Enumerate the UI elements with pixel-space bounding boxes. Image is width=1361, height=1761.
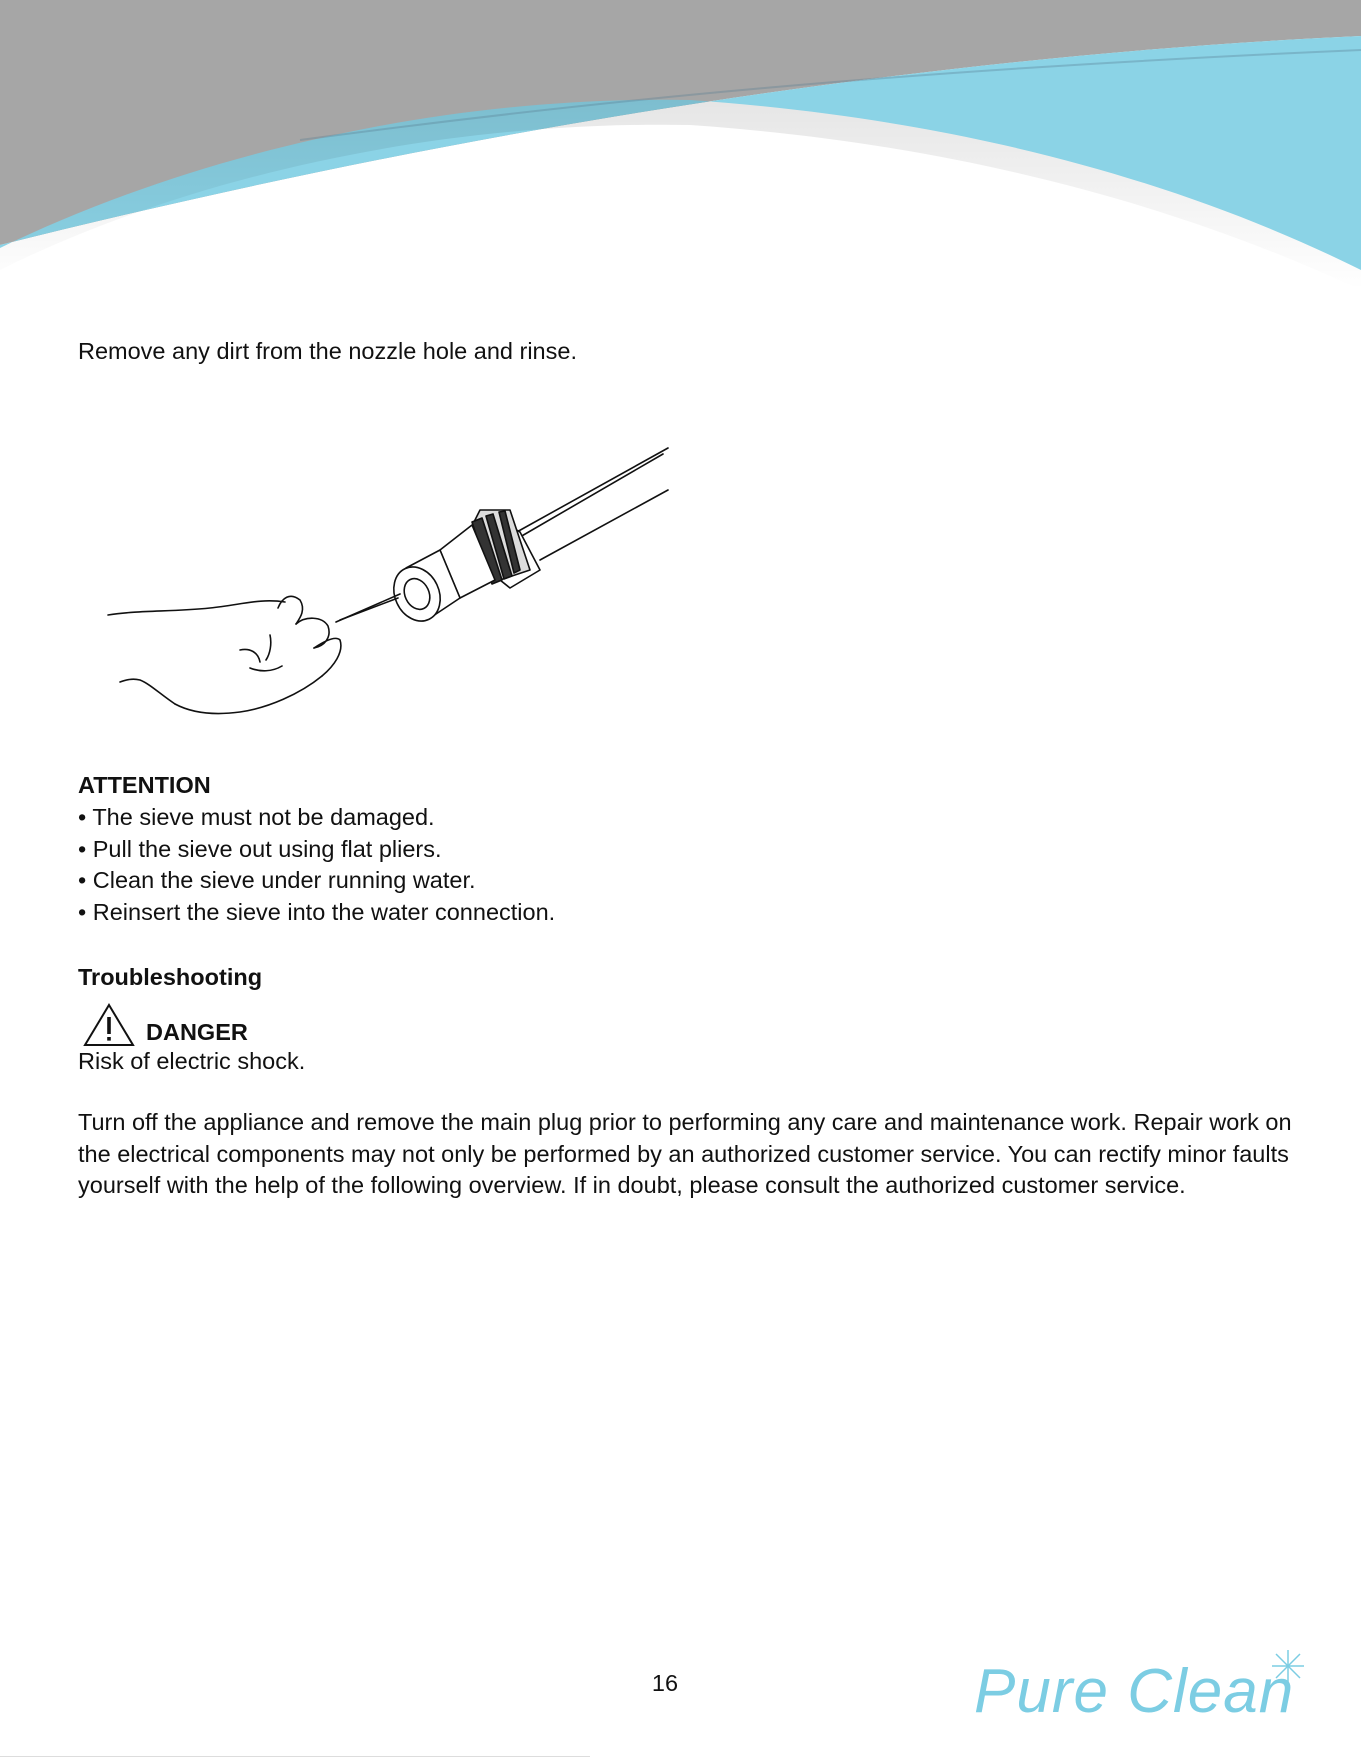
danger-label: DANGER xyxy=(146,1019,248,1045)
troubleshooting-heading: Troubleshooting xyxy=(78,964,263,990)
attention-item: • Pull the sieve out using flat pliers. xyxy=(78,835,442,862)
attention-item: • Reinsert the sieve into the water connection. xyxy=(78,898,556,925)
warning-triangle-icon xyxy=(82,1002,136,1048)
svg-text:Pure Clean: Pure Clean xyxy=(974,1657,1295,1726)
maintenance-paragraph: Turn off the appliance and remove the main plug prior to performing any care and maintenance work. Repair work on the electrical components may not only be performed by an authorized customer service. You can rectify minor faults yourself with the help of the following overview. If in doubt, please consult the authorized customer service. xyxy=(78,1109,1292,1198)
attention-item: • Clean the sieve under running water. xyxy=(78,867,476,893)
nozzle-cleaning-illustration xyxy=(100,440,680,740)
attention-list xyxy=(78,802,555,928)
page-number: 16 xyxy=(651,1670,679,1696)
danger-label-row xyxy=(82,998,248,1048)
attention-heading: ATTENTION xyxy=(78,772,211,798)
intro-text: Remove any dirt from the nozzle hole and rinse. xyxy=(78,338,577,364)
risk-text: Risk of electric shock. xyxy=(78,1048,306,1074)
footer-divider xyxy=(0,1756,590,1757)
attention-item: • The sieve must not be damaged. xyxy=(78,804,435,830)
brand-logo xyxy=(970,1640,1310,1730)
header-banner xyxy=(0,0,1361,300)
